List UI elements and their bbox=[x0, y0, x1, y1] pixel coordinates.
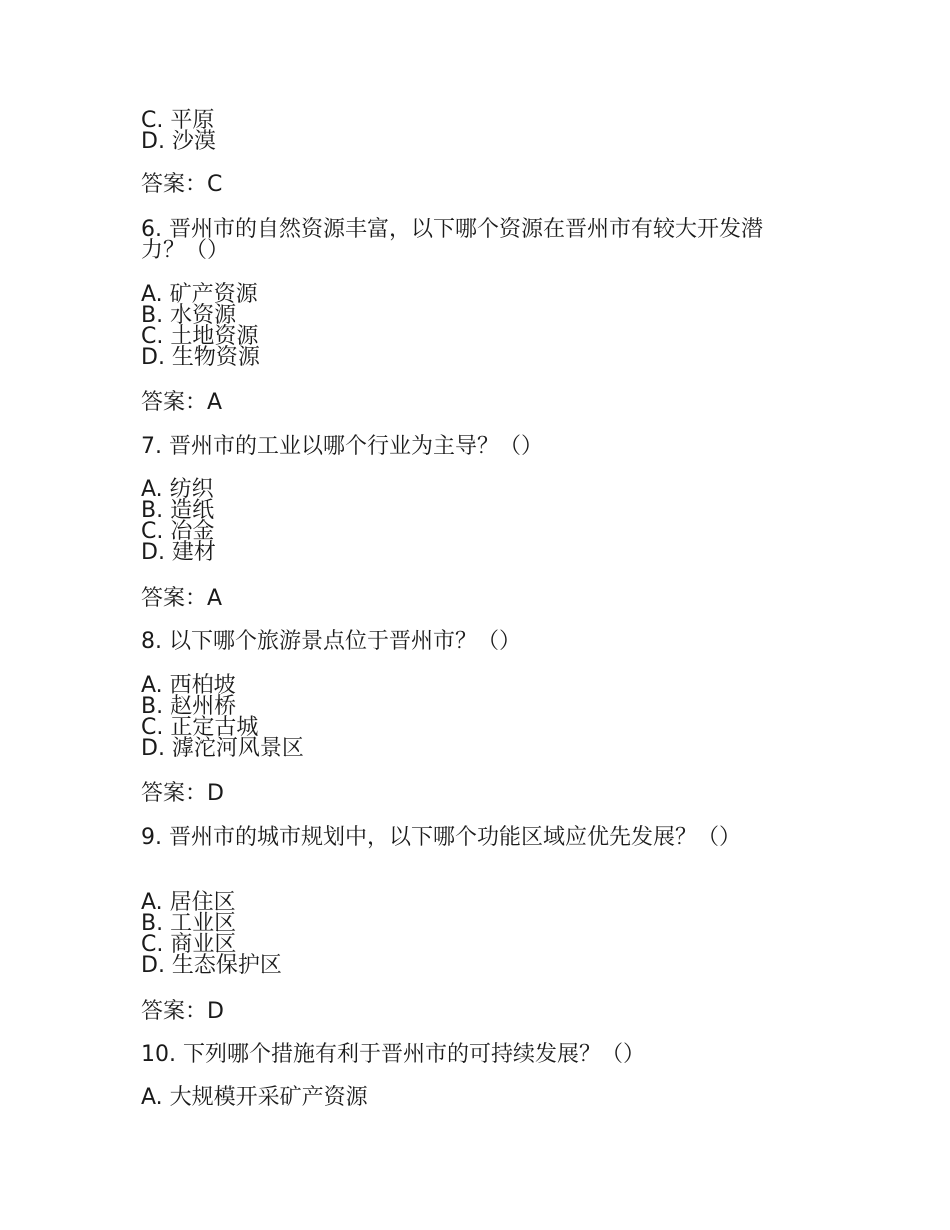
option-line: C. 正定古城 bbox=[141, 715, 259, 740]
option-line: A. 纺织 bbox=[141, 477, 214, 502]
answer-line: 答案：A bbox=[141, 586, 223, 611]
question-stem: 8. 以下哪个旅游景点位于晋州市？（） bbox=[141, 629, 521, 654]
option-line: C. 冶金 bbox=[141, 519, 215, 544]
option-line: B. 水资源 bbox=[141, 303, 237, 328]
question-stem: 7. 晋州市的工业以哪个行业为主导？（） bbox=[141, 434, 543, 459]
option-line: C. 平原 bbox=[141, 108, 215, 133]
option-line: C. 土地资源 bbox=[141, 324, 259, 349]
option-line: D. 建材 bbox=[141, 540, 216, 565]
question-stem: 10. 下列哪个措施有利于晋州市的可持续发展？（） bbox=[141, 1042, 645, 1067]
option-line: D. 生态保护区 bbox=[141, 953, 282, 978]
question-stem: 6. 晋州市的自然资源丰富，以下哪个资源在晋州市有较大开发潜力？（） bbox=[141, 217, 763, 263]
option-line: B. 造纸 bbox=[141, 498, 215, 523]
answer-line: 答案：D bbox=[141, 781, 224, 806]
answer-line: 答案：C bbox=[141, 172, 223, 197]
option-line: D. 滹沱河风景区 bbox=[141, 736, 304, 761]
option-line: A. 西柏坡 bbox=[141, 673, 236, 698]
question-stem: 9. 晋州市的城市规划中，以下哪个功能区域应优先发展？（） bbox=[141, 825, 741, 850]
option-line: B. 工业区 bbox=[141, 911, 237, 936]
option-line: A. 矿产资源 bbox=[141, 282, 258, 307]
option-line: D. 生物资源 bbox=[141, 345, 260, 370]
option-line: A. 居住区 bbox=[141, 890, 236, 915]
option-line: B. 赵州桥 bbox=[141, 694, 237, 719]
answer-line: 答案：A bbox=[141, 390, 223, 415]
option-line: A. 大规模开采矿产资源 bbox=[141, 1085, 368, 1110]
option-line: C. 商业区 bbox=[141, 932, 237, 957]
option-line: D. 沙漠 bbox=[141, 129, 216, 154]
answer-line: 答案：D bbox=[141, 999, 224, 1024]
